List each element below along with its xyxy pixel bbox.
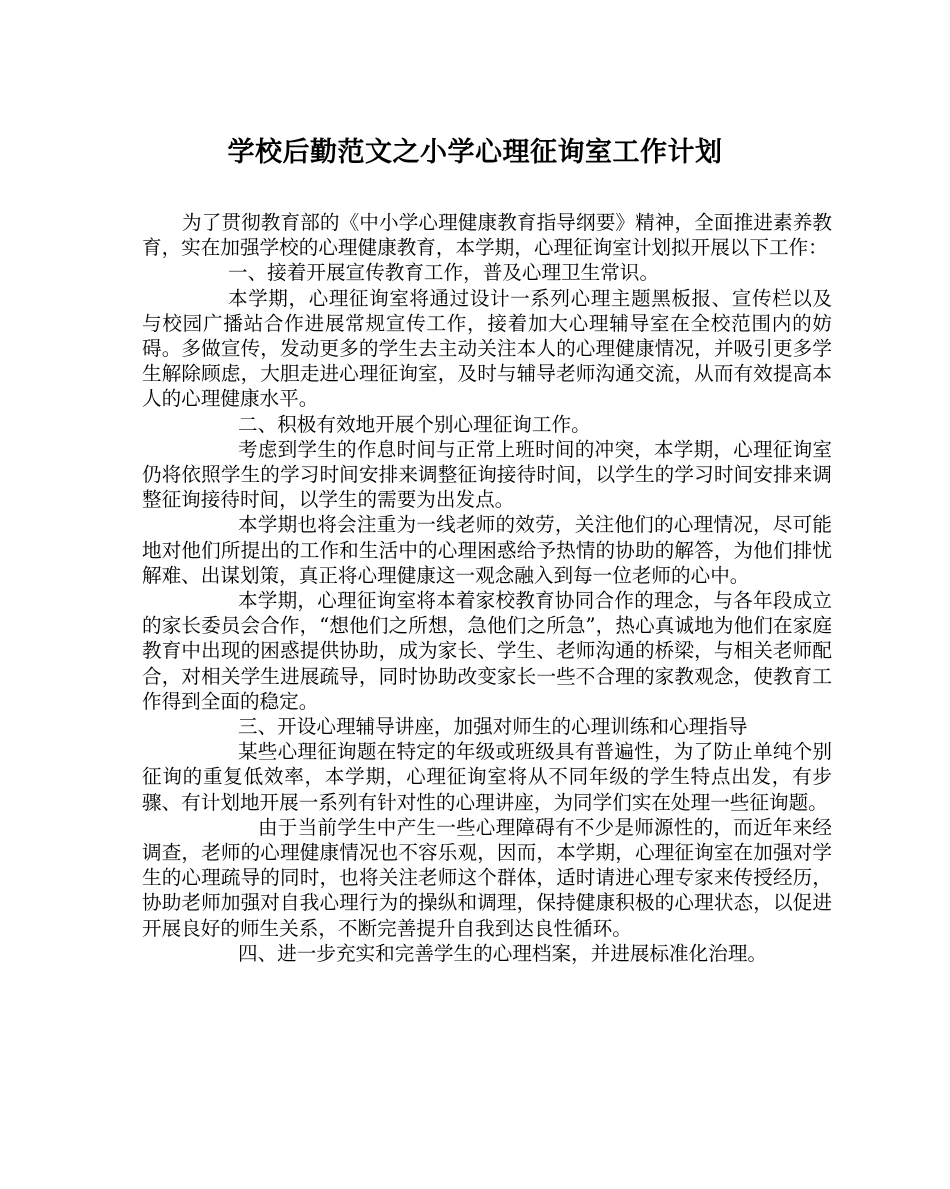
section-paragraph: 考虑到学生的作息时间与正常上班时间的冲突，本学期，心理征询室仍将依照学生的学习时间安排来调整征询接待时间，以学生的学习时间安排来调整征询接待时间，以学生的需要为出发点。	[142, 437, 832, 512]
section-paragraph: 本学期，心理征询室将通过设计一系列心理主题黑板报、宣传栏以及与校园广播站合作进展常规宣传工作，接着加大心理辅导室在全校范围内的妨碍。多做宣传，发动更多的学生去主动关注本人的心理健康情况，并吸引更多学生解除顾虑，大胆走进心理征询室，及时与辅导老师沟通交流，从而有效提高本人的心理健康水平。	[142, 286, 832, 411]
section-heading-3: 三、开设心理辅导讲座，加强对师生的心理训练和心理指导	[238, 715, 748, 739]
document-body	[142, 210, 832, 966]
section-paragraph: 本学期也将会注重为一线老师的效劳，关注他们的心理情况，尽可能地对他们所提出的工作和生活中的心理困惑给予热情的协助的解答，为他们排忧解难、出谋划策，真正将心理健康这一观念融入到每一位老师的心中。	[142, 513, 832, 587]
section-paragraph: 某些心理征询题在特定的年级或班级具有普遍性，为了防止单纯个别征询的重复低效率，本学期，心理征询室将从不同年级的学生特点出发，有步骤、有计划地开展一系列有针对性的心理讲座，为同学们实在处理一些征询题。	[142, 740, 832, 814]
section-heading-1: 一、接着开展宣传教育工作，普及心理卫生常识。	[228, 261, 660, 285]
document-title: 学校后勤范文之小学心理征询室工作计划	[227, 137, 723, 168]
section-paragraph: 由于当前学生中产生一些心理障碍有不少是师源性的，而近年来经调查，老师的心理健康情况也不容乐观，因而，本学期，心理征询室在加强对学生的心理疏导的同时，也将关注老师这个群体，适时请进心理专家来传授经历，协助老师加强对自我心理行为的操纵和调理，保持健康积极的心理状态，以促进开展良好的师生关系，不断完善提升自我到达良性循环。	[142, 815, 832, 940]
section-paragraph: 本学期，心理征询室将本着家校教育协同合作的理念，与各年段成立的家长委员会合作，“想他们之所想，急他们之所急”，热心真诚地为他们在家庭教育中出现的困惑提供协助，成为家长、学生、老师沟通的桥梁，与相关老师配合，对相关学生进展疏导，同时协助改变家长一些不合理的家教观念，使教育工作得到全面的稳定。	[142, 589, 832, 713]
intro-paragraph: 为了贯彻教育部的《中小学心理健康教育指导纲要》精神，全面推进素养教育，实在加强学校的心理健康教育，本学期，心理征询室计划拟开展以下工作：	[142, 211, 832, 260]
section-heading-4: 四、进一步充实和完善学生的心理档案，并进展标准化治理。	[238, 941, 768, 965]
section-heading-2: 二、积极有效地开展个别心理征询工作。	[238, 412, 591, 436]
